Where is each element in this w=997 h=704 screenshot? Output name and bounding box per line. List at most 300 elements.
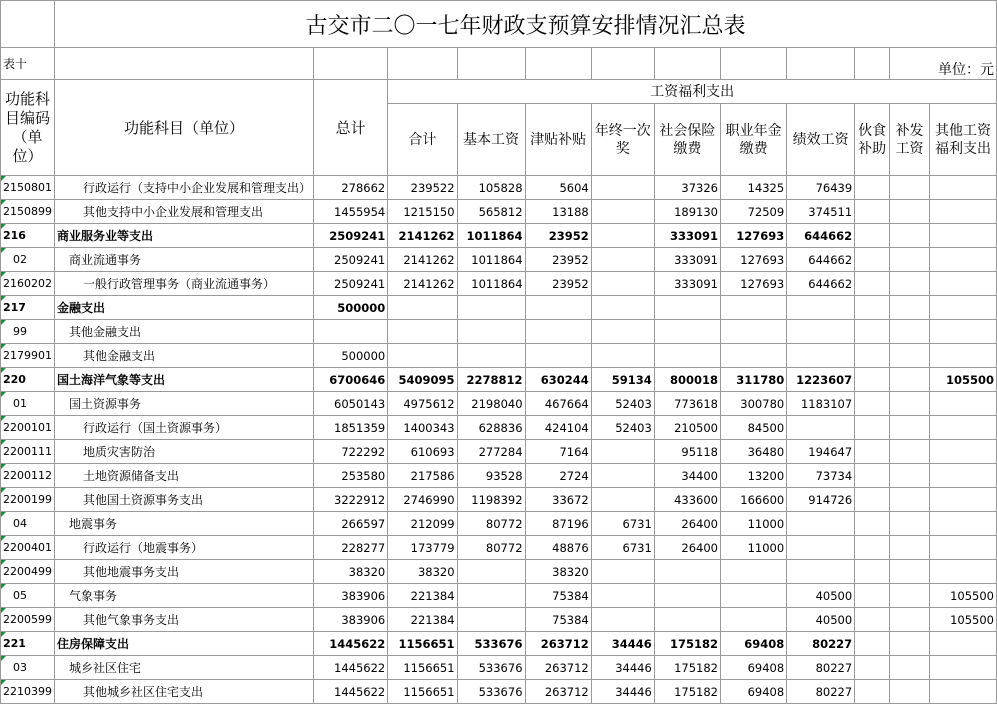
value-cell[interactable]: 76439 (787, 176, 855, 200)
value-cell[interactable] (721, 344, 787, 368)
value-cell[interactable]: 2509241 (314, 224, 388, 248)
value-cell[interactable] (855, 296, 890, 320)
table-no[interactable]: 表十 (1, 48, 55, 80)
value-cell[interactable]: 374511 (787, 200, 855, 224)
value-cell[interactable]: 26400 (654, 536, 720, 560)
name-cell[interactable]: 国土海洋气象等支出 (55, 368, 314, 392)
value-cell[interactable]: 105500 (930, 608, 997, 632)
value-cell[interactable]: 644662 (787, 224, 855, 248)
value-cell[interactable]: 1011864 (457, 272, 525, 296)
name-cell[interactable]: 住房保障支出 (55, 632, 314, 656)
value-cell[interactable]: 14325 (721, 176, 787, 200)
value-cell[interactable] (890, 320, 930, 344)
value-cell[interactable]: 263712 (525, 632, 591, 656)
value-cell[interactable] (388, 344, 457, 368)
value-cell[interactable]: 69408 (721, 632, 787, 656)
value-cell[interactable] (855, 344, 890, 368)
value-cell[interactable]: 23952 (525, 248, 591, 272)
name-cell[interactable]: 其他地震事务支出 (55, 560, 314, 584)
value-cell[interactable]: 75384 (525, 584, 591, 608)
name-cell[interactable]: 土地资源储备支出 (55, 464, 314, 488)
value-cell[interactable] (787, 344, 855, 368)
cell[interactable] (721, 48, 787, 80)
cell[interactable] (787, 48, 855, 80)
value-cell[interactable] (787, 512, 855, 536)
value-cell[interactable]: 95118 (654, 440, 720, 464)
header-col[interactable]: 基本工资 (457, 104, 525, 176)
value-cell[interactable]: 11000 (721, 536, 787, 560)
value-cell[interactable]: 2141262 (388, 224, 457, 248)
value-cell[interactable] (855, 584, 890, 608)
value-cell[interactable] (388, 296, 457, 320)
value-cell[interactable]: 1156651 (388, 680, 457, 704)
value-cell[interactable]: 266597 (314, 512, 388, 536)
value-cell[interactable] (930, 392, 997, 416)
value-cell[interactable]: 59134 (591, 368, 654, 392)
name-cell[interactable]: 地震事务 (55, 512, 314, 536)
cell[interactable] (591, 48, 654, 80)
value-cell[interactable] (855, 176, 890, 200)
code-cell[interactable]: 2179901 (1, 344, 55, 368)
value-cell[interactable] (855, 536, 890, 560)
value-cell[interactable]: 565812 (457, 200, 525, 224)
code-cell[interactable]: 2200401 (1, 536, 55, 560)
value-cell[interactable] (314, 320, 388, 344)
value-cell[interactable]: 914726 (787, 488, 855, 512)
name-cell[interactable]: 气象事务 (55, 584, 314, 608)
value-cell[interactable] (930, 536, 997, 560)
header-col[interactable]: 年终一次奖 (591, 104, 654, 176)
value-cell[interactable]: 40500 (787, 584, 855, 608)
value-cell[interactable]: 4975612 (388, 392, 457, 416)
value-cell[interactable]: 127693 (721, 272, 787, 296)
value-cell[interactable]: 36480 (721, 440, 787, 464)
value-cell[interactable]: 2509241 (314, 272, 388, 296)
value-cell[interactable] (890, 392, 930, 416)
value-cell[interactable] (890, 368, 930, 392)
value-cell[interactable]: 311780 (721, 368, 787, 392)
name-cell[interactable]: 其他金融支出 (55, 344, 314, 368)
value-cell[interactable] (930, 200, 997, 224)
cell[interactable] (55, 48, 314, 80)
value-cell[interactable] (890, 680, 930, 704)
value-cell[interactable]: 80227 (787, 680, 855, 704)
code-cell[interactable]: 2150801 (1, 176, 55, 200)
header-col[interactable]: 其他工资福利支出 (930, 104, 997, 176)
value-cell[interactable] (457, 320, 525, 344)
value-cell[interactable]: 11000 (721, 512, 787, 536)
header-col[interactable]: 伙食补助 (855, 104, 890, 176)
cell[interactable] (654, 48, 720, 80)
value-cell[interactable]: 80227 (787, 656, 855, 680)
value-cell[interactable]: 38320 (525, 560, 591, 584)
value-cell[interactable]: 228277 (314, 536, 388, 560)
header-col[interactable]: 绩效工资 (787, 104, 855, 176)
value-cell[interactable]: 1215150 (388, 200, 457, 224)
code-cell[interactable]: 2150899 (1, 200, 55, 224)
value-cell[interactable] (721, 584, 787, 608)
header-col[interactable]: 补发工资 (890, 104, 930, 176)
value-cell[interactable]: 189130 (654, 200, 720, 224)
value-cell[interactable]: 2509241 (314, 248, 388, 272)
value-cell[interactable]: 383906 (314, 584, 388, 608)
value-cell[interactable]: 333091 (654, 224, 720, 248)
value-cell[interactable]: 333091 (654, 272, 720, 296)
value-cell[interactable] (855, 248, 890, 272)
value-cell[interactable] (855, 224, 890, 248)
name-cell[interactable]: 行政运行（支持中小企业发展和管理支出） (55, 176, 314, 200)
value-cell[interactable] (591, 584, 654, 608)
value-cell[interactable]: 80227 (787, 632, 855, 656)
value-cell[interactable]: 5604 (525, 176, 591, 200)
cell[interactable] (388, 48, 457, 80)
value-cell[interactable]: 1198392 (457, 488, 525, 512)
value-cell[interactable] (930, 248, 997, 272)
name-cell[interactable]: 其他金融支出 (55, 320, 314, 344)
value-cell[interactable]: 52403 (591, 416, 654, 440)
value-cell[interactable]: 2278812 (457, 368, 525, 392)
value-cell[interactable] (591, 440, 654, 464)
value-cell[interactable]: 69408 (721, 680, 787, 704)
value-cell[interactable] (654, 560, 720, 584)
value-cell[interactable]: 773618 (654, 392, 720, 416)
code-cell[interactable]: 01 (1, 392, 55, 416)
value-cell[interactable]: 1183107 (787, 392, 855, 416)
value-cell[interactable]: 1445622 (314, 680, 388, 704)
value-cell[interactable]: 2198040 (457, 392, 525, 416)
value-cell[interactable] (591, 176, 654, 200)
value-cell[interactable] (721, 320, 787, 344)
value-cell[interactable] (930, 656, 997, 680)
value-cell[interactable] (930, 272, 997, 296)
value-cell[interactable] (930, 488, 997, 512)
value-cell[interactable]: 239522 (388, 176, 457, 200)
value-cell[interactable]: 383906 (314, 608, 388, 632)
value-cell[interactable] (890, 488, 930, 512)
name-cell[interactable]: 其他支持中小企业发展和管理支出 (55, 200, 314, 224)
value-cell[interactable]: 2724 (525, 464, 591, 488)
value-cell[interactable]: 467664 (525, 392, 591, 416)
value-cell[interactable]: 38320 (388, 560, 457, 584)
name-cell[interactable]: 其他国土资源事务支出 (55, 488, 314, 512)
value-cell[interactable]: 7164 (525, 440, 591, 464)
value-cell[interactable]: 175182 (654, 632, 720, 656)
value-cell[interactable]: 6731 (591, 512, 654, 536)
value-cell[interactable] (591, 296, 654, 320)
value-cell[interactable]: 6050143 (314, 392, 388, 416)
value-cell[interactable] (890, 248, 930, 272)
value-cell[interactable] (855, 632, 890, 656)
value-cell[interactable]: 105828 (457, 176, 525, 200)
value-cell[interactable]: 533676 (457, 656, 525, 680)
value-cell[interactable]: 210500 (654, 416, 720, 440)
value-cell[interactable] (890, 560, 930, 584)
value-cell[interactable] (890, 656, 930, 680)
code-cell[interactable]: 221 (1, 632, 55, 656)
value-cell[interactable] (855, 272, 890, 296)
value-cell[interactable] (890, 536, 930, 560)
value-cell[interactable] (930, 560, 997, 584)
value-cell[interactable]: 277284 (457, 440, 525, 464)
value-cell[interactable]: 34446 (591, 632, 654, 656)
value-cell[interactable]: 253580 (314, 464, 388, 488)
value-cell[interactable]: 217586 (388, 464, 457, 488)
value-cell[interactable]: 610693 (388, 440, 457, 464)
value-cell[interactable] (591, 248, 654, 272)
value-cell[interactable]: 500000 (314, 296, 388, 320)
value-cell[interactable]: 2746990 (388, 488, 457, 512)
header-group[interactable]: 工资福利支出 (388, 80, 997, 104)
value-cell[interactable] (721, 560, 787, 584)
name-cell[interactable]: 商业流通事务 (55, 248, 314, 272)
code-cell[interactable]: 05 (1, 584, 55, 608)
value-cell[interactable]: 34446 (591, 680, 654, 704)
value-cell[interactable]: 433600 (654, 488, 720, 512)
value-cell[interactable] (457, 344, 525, 368)
value-cell[interactable]: 23952 (525, 224, 591, 248)
name-cell[interactable]: 国土资源事务 (55, 392, 314, 416)
value-cell[interactable] (457, 608, 525, 632)
value-cell[interactable]: 424104 (525, 416, 591, 440)
value-cell[interactable]: 628836 (457, 416, 525, 440)
code-cell[interactable]: 99 (1, 320, 55, 344)
value-cell[interactable]: 3222912 (314, 488, 388, 512)
code-cell[interactable]: 02 (1, 248, 55, 272)
value-cell[interactable] (787, 416, 855, 440)
value-cell[interactable] (457, 560, 525, 584)
value-cell[interactable] (654, 344, 720, 368)
code-cell[interactable]: 04 (1, 512, 55, 536)
value-cell[interactable] (890, 200, 930, 224)
value-cell[interactable] (787, 536, 855, 560)
value-cell[interactable]: 1455954 (314, 200, 388, 224)
value-cell[interactable]: 1400343 (388, 416, 457, 440)
value-cell[interactable] (787, 320, 855, 344)
value-cell[interactable] (930, 416, 997, 440)
value-cell[interactable]: 1156651 (388, 632, 457, 656)
value-cell[interactable]: 166600 (721, 488, 787, 512)
value-cell[interactable]: 13200 (721, 464, 787, 488)
value-cell[interactable] (855, 320, 890, 344)
value-cell[interactable]: 194647 (787, 440, 855, 464)
header-name[interactable]: 功能科目（单位） (55, 80, 314, 176)
code-cell[interactable]: 2210399 (1, 680, 55, 704)
code-cell[interactable]: 2160202 (1, 272, 55, 296)
value-cell[interactable] (890, 584, 930, 608)
value-cell[interactable] (930, 176, 997, 200)
value-cell[interactable] (855, 512, 890, 536)
name-cell[interactable]: 其他城乡社区住宅支出 (55, 680, 314, 704)
value-cell[interactable] (591, 200, 654, 224)
value-cell[interactable]: 23952 (525, 272, 591, 296)
name-cell[interactable]: 城乡社区住宅 (55, 656, 314, 680)
value-cell[interactable] (930, 344, 997, 368)
value-cell[interactable] (721, 296, 787, 320)
cell[interactable] (1, 1, 55, 48)
code-cell[interactable]: 2200101 (1, 416, 55, 440)
value-cell[interactable]: 263712 (525, 656, 591, 680)
header-col[interactable]: 职业年金缴费 (721, 104, 787, 176)
value-cell[interactable] (890, 608, 930, 632)
value-cell[interactable] (890, 464, 930, 488)
value-cell[interactable]: 93528 (457, 464, 525, 488)
value-cell[interactable] (890, 176, 930, 200)
value-cell[interactable]: 127693 (721, 248, 787, 272)
value-cell[interactable]: 48876 (525, 536, 591, 560)
unit-label[interactable]: 单位：元 (890, 48, 997, 80)
value-cell[interactable]: 5409095 (388, 368, 457, 392)
value-cell[interactable]: 2141262 (388, 272, 457, 296)
header-col[interactable]: 合计 (388, 104, 457, 176)
code-cell[interactable]: 2200199 (1, 488, 55, 512)
value-cell[interactable] (591, 344, 654, 368)
value-cell[interactable]: 37326 (654, 176, 720, 200)
value-cell[interactable] (654, 584, 720, 608)
code-cell[interactable]: 2200499 (1, 560, 55, 584)
value-cell[interactable]: 212099 (388, 512, 457, 536)
code-cell[interactable]: 2200111 (1, 440, 55, 464)
value-cell[interactable] (930, 464, 997, 488)
value-cell[interactable] (721, 608, 787, 632)
cell[interactable] (457, 48, 525, 80)
value-cell[interactable]: 1223607 (787, 368, 855, 392)
value-cell[interactable]: 26400 (654, 512, 720, 536)
value-cell[interactable] (890, 224, 930, 248)
value-cell[interactable]: 13188 (525, 200, 591, 224)
value-cell[interactable] (890, 344, 930, 368)
value-cell[interactable] (591, 488, 654, 512)
value-cell[interactable] (855, 392, 890, 416)
header-total[interactable]: 总计 (314, 80, 388, 176)
value-cell[interactable] (855, 416, 890, 440)
value-cell[interactable] (890, 632, 930, 656)
name-cell[interactable]: 一般行政管理事务（商业流通事务） (55, 272, 314, 296)
value-cell[interactable]: 1011864 (457, 248, 525, 272)
code-cell[interactable]: 220 (1, 368, 55, 392)
value-cell[interactable]: 173779 (388, 536, 457, 560)
value-cell[interactable]: 500000 (314, 344, 388, 368)
value-cell[interactable] (930, 224, 997, 248)
value-cell[interactable]: 127693 (721, 224, 787, 248)
header-col[interactable]: 津贴补贴 (525, 104, 591, 176)
value-cell[interactable]: 73734 (787, 464, 855, 488)
code-cell[interactable]: 03 (1, 656, 55, 680)
value-cell[interactable]: 300780 (721, 392, 787, 416)
cell[interactable] (314, 48, 388, 80)
name-cell[interactable]: 商业服务业等支出 (55, 224, 314, 248)
value-cell[interactable]: 34446 (591, 656, 654, 680)
value-cell[interactable]: 72509 (721, 200, 787, 224)
value-cell[interactable]: 105500 (930, 584, 997, 608)
value-cell[interactable]: 2141262 (388, 248, 457, 272)
value-cell[interactable] (591, 320, 654, 344)
value-cell[interactable] (930, 512, 997, 536)
value-cell[interactable]: 333091 (654, 248, 720, 272)
value-cell[interactable] (388, 320, 457, 344)
value-cell[interactable]: 80772 (457, 512, 525, 536)
name-cell[interactable]: 行政运行（地震事务） (55, 536, 314, 560)
value-cell[interactable] (855, 440, 890, 464)
value-cell[interactable]: 6731 (591, 536, 654, 560)
cell[interactable] (855, 48, 890, 80)
code-cell[interactable]: 2200599 (1, 608, 55, 632)
value-cell[interactable]: 34400 (654, 464, 720, 488)
value-cell[interactable]: 105500 (930, 368, 997, 392)
value-cell[interactable]: 52403 (591, 392, 654, 416)
value-cell[interactable]: 1445622 (314, 632, 388, 656)
value-cell[interactable] (591, 464, 654, 488)
value-cell[interactable] (930, 680, 997, 704)
value-cell[interactable]: 175182 (654, 680, 720, 704)
header-col[interactable]: 社会保险缴费 (654, 104, 720, 176)
value-cell[interactable]: 1851359 (314, 416, 388, 440)
value-cell[interactable] (890, 416, 930, 440)
value-cell[interactable] (457, 584, 525, 608)
value-cell[interactable]: 630244 (525, 368, 591, 392)
value-cell[interactable]: 644662 (787, 272, 855, 296)
name-cell[interactable]: 地质灾害防治 (55, 440, 314, 464)
value-cell[interactable] (890, 440, 930, 464)
value-cell[interactable] (591, 272, 654, 296)
value-cell[interactable]: 533676 (457, 632, 525, 656)
value-cell[interactable] (855, 608, 890, 632)
code-cell[interactable]: 216 (1, 224, 55, 248)
value-cell[interactable]: 175182 (654, 656, 720, 680)
sheet-title[interactable]: 古交市二〇一七年财政支预算安排情况汇总表 (55, 1, 997, 48)
value-cell[interactable] (855, 464, 890, 488)
value-cell[interactable]: 1011864 (457, 224, 525, 248)
value-cell[interactable] (890, 296, 930, 320)
value-cell[interactable] (525, 296, 591, 320)
value-cell[interactable] (525, 344, 591, 368)
value-cell[interactable] (525, 320, 591, 344)
value-cell[interactable] (930, 440, 997, 464)
value-cell[interactable]: 84500 (721, 416, 787, 440)
value-cell[interactable] (855, 368, 890, 392)
value-cell[interactable]: 69408 (721, 656, 787, 680)
value-cell[interactable]: 263712 (525, 680, 591, 704)
value-cell[interactable] (930, 296, 997, 320)
value-cell[interactable] (457, 296, 525, 320)
name-cell[interactable]: 其他气象事务支出 (55, 608, 314, 632)
value-cell[interactable]: 221384 (388, 608, 457, 632)
name-cell[interactable]: 金融支出 (55, 296, 314, 320)
value-cell[interactable]: 533676 (457, 680, 525, 704)
value-cell[interactable]: 80772 (457, 536, 525, 560)
value-cell[interactable] (654, 608, 720, 632)
value-cell[interactable] (855, 488, 890, 512)
value-cell[interactable]: 87196 (525, 512, 591, 536)
code-cell[interactable]: 217 (1, 296, 55, 320)
value-cell[interactable]: 278662 (314, 176, 388, 200)
code-cell[interactable]: 2200112 (1, 464, 55, 488)
value-cell[interactable] (930, 320, 997, 344)
value-cell[interactable] (787, 296, 855, 320)
value-cell[interactable]: 6700646 (314, 368, 388, 392)
value-cell[interactable] (890, 512, 930, 536)
header-code[interactable]: 功能科目编码（单位） (1, 80, 55, 176)
value-cell[interactable] (654, 296, 720, 320)
value-cell[interactable] (855, 560, 890, 584)
value-cell[interactable] (890, 272, 930, 296)
value-cell[interactable] (654, 320, 720, 344)
name-cell[interactable]: 行政运行（国土资源事务） (55, 416, 314, 440)
value-cell[interactable] (591, 608, 654, 632)
value-cell[interactable] (787, 560, 855, 584)
cell[interactable] (525, 48, 591, 80)
value-cell[interactable]: 75384 (525, 608, 591, 632)
value-cell[interactable] (591, 224, 654, 248)
